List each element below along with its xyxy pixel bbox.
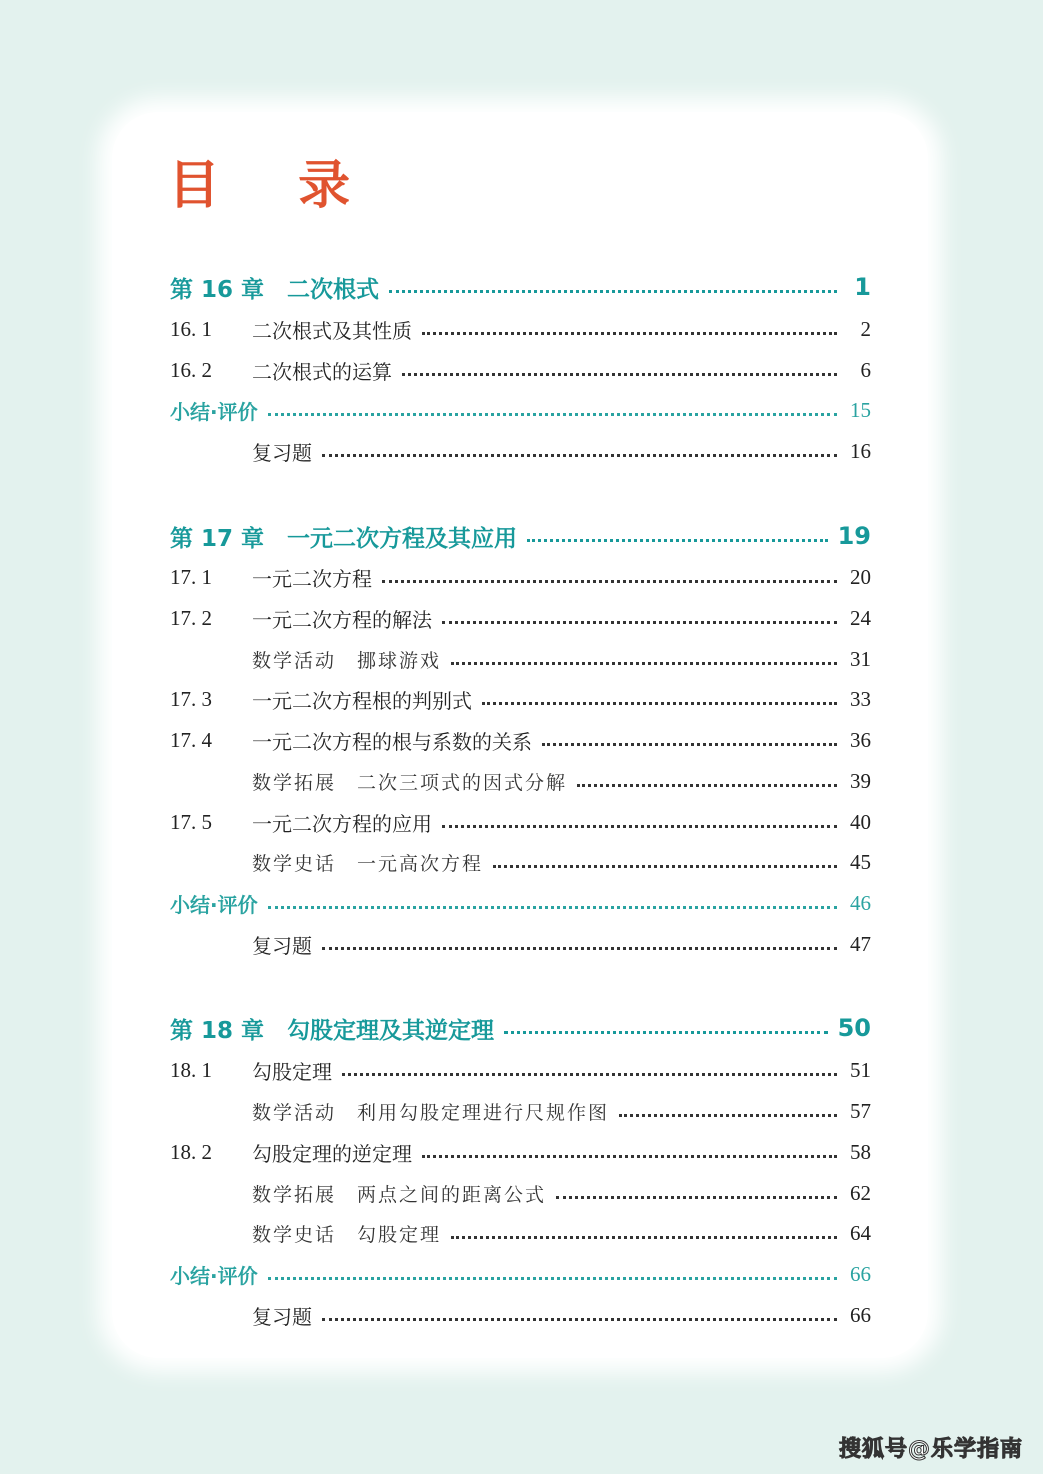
toc-activity[interactable] — [170, 847, 871, 877]
dot-leader — [268, 1273, 837, 1280]
section-number: 17. 3 — [170, 686, 212, 711]
dot-leader — [556, 1192, 837, 1199]
toc-section[interactable] — [170, 1055, 871, 1085]
page-number: 58 — [850, 1139, 871, 1164]
page-number: 36 — [850, 727, 871, 752]
section-title: 一元二次方程的应用 — [252, 811, 432, 836]
review-title: 复习题 — [252, 440, 312, 465]
dot-leader — [268, 409, 837, 416]
review-title: 复习题 — [252, 1304, 312, 1329]
section-number: 18. 1 — [170, 1057, 212, 1082]
section-title: 一元二次方程的根与系数的关系 — [252, 729, 532, 754]
page-number: 47 — [850, 931, 871, 956]
toc-section[interactable] — [170, 355, 871, 385]
toc-section[interactable] — [170, 684, 871, 714]
dot-leader — [451, 1232, 837, 1239]
toc-activity[interactable] — [170, 1096, 871, 1126]
section-title: 二次根式及其性质 — [252, 318, 412, 343]
dot-leader — [422, 1151, 837, 1158]
activity-title: 数学拓展 二次三项式的因式分解 — [252, 771, 568, 794]
dot-leader — [342, 1069, 837, 1076]
toc-review[interactable] — [170, 436, 871, 466]
watermark: 搜狐号@乐学指南 — [838, 1437, 1023, 1462]
dot-leader — [389, 286, 837, 293]
dot-leader — [542, 739, 837, 746]
toc-activity[interactable] — [170, 766, 871, 796]
page-number: 45 — [850, 849, 871, 874]
activity-title: 数学活动 利用勾股定理进行尺规作图 — [252, 1101, 610, 1124]
summary-title: 小结·评价 — [170, 892, 258, 917]
toc-review[interactable] — [170, 1300, 871, 1330]
section-number: 16. 1 — [170, 316, 212, 341]
toc-section[interactable] — [170, 603, 871, 633]
section-title: 一元二次方程 — [252, 566, 372, 591]
dot-leader — [382, 576, 837, 583]
page-number: 66 — [850, 1261, 871, 1286]
page-number: 62 — [850, 1180, 871, 1205]
toc-chapter-16[interactable] — [170, 272, 871, 302]
page-number: 57 — [850, 1098, 871, 1123]
page-number: 50 — [837, 1014, 871, 1042]
chapter-title: 第 16 章 二次根式 — [170, 276, 380, 303]
page-number: 31 — [850, 646, 871, 671]
page-number: 39 — [850, 768, 871, 793]
page-number: 51 — [850, 1057, 871, 1082]
section-title: 二次根式的运算 — [252, 359, 392, 384]
dot-leader — [322, 943, 837, 950]
page-number: 46 — [850, 890, 871, 915]
activity-title: 数学史话 一元高次方程 — [252, 852, 484, 875]
dot-leader — [493, 861, 837, 868]
dot-leader — [442, 821, 837, 828]
dot-leader — [504, 1027, 828, 1034]
toc-section[interactable] — [170, 807, 871, 837]
section-number: 17. 2 — [170, 605, 212, 630]
page-number: 24 — [850, 605, 871, 630]
dot-leader — [422, 328, 837, 335]
page-number: 16 — [850, 438, 871, 463]
activity-title: 数学拓展 两点之间的距离公式 — [252, 1183, 547, 1206]
toc-summary[interactable] — [170, 395, 871, 425]
page-title: 目 录 — [168, 156, 381, 216]
section-title: 一元二次方程根的判别式 — [252, 688, 472, 713]
dot-leader — [577, 780, 837, 787]
page-number: 40 — [850, 809, 871, 834]
page-number: 19 — [837, 522, 871, 550]
summary-title: 小结·评价 — [170, 399, 258, 424]
section-title: 勾股定理 — [252, 1059, 332, 1084]
toc-summary[interactable] — [170, 888, 871, 918]
section-number: 17. 5 — [170, 809, 212, 834]
toc-chapter-18[interactable] — [170, 1013, 871, 1043]
dot-leader — [482, 698, 837, 705]
page-number: 2 — [860, 316, 871, 341]
activity-title: 数学史话 勾股定理 — [252, 1223, 442, 1246]
toc-section[interactable] — [170, 725, 871, 755]
page-number: 20 — [850, 564, 871, 589]
page-number: 15 — [850, 397, 871, 422]
dot-leader — [451, 658, 837, 665]
page-number: 6 — [860, 357, 871, 382]
toc-section[interactable] — [170, 1137, 871, 1167]
page-number: 64 — [850, 1220, 871, 1245]
toc-section[interactable] — [170, 562, 871, 592]
chapter-title: 第 17 章 一元二次方程及其应用 — [170, 525, 518, 552]
section-number: 16. 2 — [170, 357, 212, 382]
dot-leader — [402, 369, 837, 376]
dot-leader — [322, 1314, 837, 1321]
section-title: 勾股定理的逆定理 — [252, 1141, 412, 1166]
dot-leader — [527, 535, 828, 542]
chapter-title: 第 18 章 勾股定理及其逆定理 — [170, 1017, 495, 1044]
activity-title: 数学活动 挪球游戏 — [252, 649, 442, 672]
dot-leader — [322, 450, 837, 457]
section-number: 18. 2 — [170, 1139, 212, 1164]
section-number: 17. 4 — [170, 727, 212, 752]
page-number: 33 — [850, 686, 871, 711]
review-title: 复习题 — [252, 933, 312, 958]
dot-leader — [442, 617, 837, 624]
dot-leader — [619, 1110, 837, 1117]
dot-leader — [268, 902, 837, 909]
page-number: 66 — [850, 1302, 871, 1327]
toc-activity[interactable] — [170, 1178, 871, 1208]
toc-summary[interactable] — [170, 1259, 871, 1289]
section-title: 一元二次方程的解法 — [252, 607, 432, 632]
page-number: 1 — [854, 273, 871, 301]
toc-review[interactable] — [170, 929, 871, 959]
toc-chapter-17[interactable] — [170, 521, 871, 551]
toc-activity[interactable] — [170, 644, 871, 674]
section-number: 17. 1 — [170, 564, 212, 589]
summary-title: 小结·评价 — [170, 1263, 258, 1288]
toc-activity[interactable] — [170, 1218, 871, 1248]
toc-section[interactable] — [170, 314, 871, 344]
